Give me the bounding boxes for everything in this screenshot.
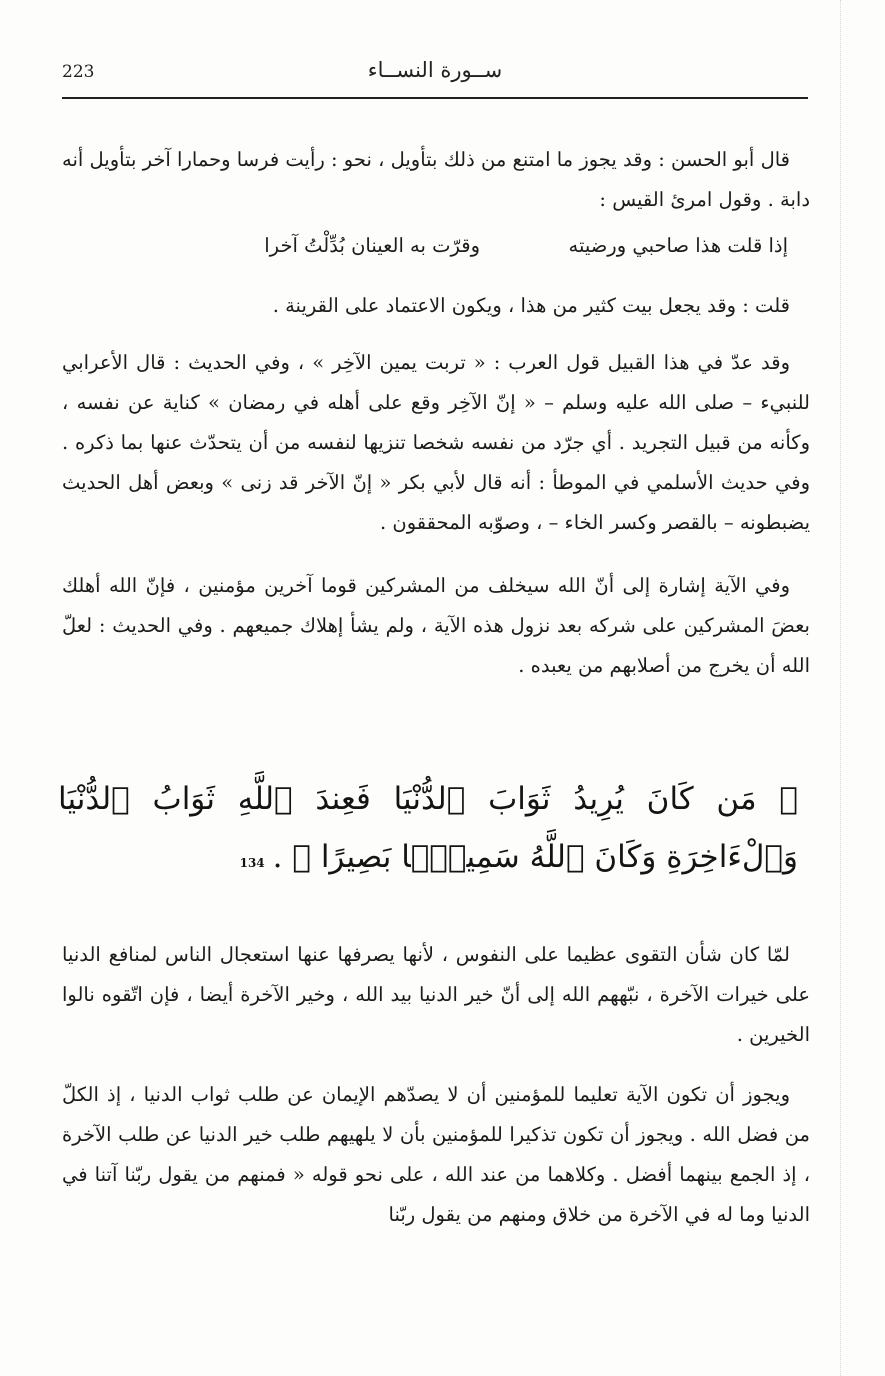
paragraph-text: وفي الآية إشارة إلى أنّ الله سيخلف من المشركين قوما آخرين مؤمنين ، فإنّ الله أهلك بعضَ المشركين على شركه بعد نزول هذه الآية ، ولم يشأ إهلاك جميعهم . وفي الحديث : لعلّ الله أن يخرج من أصلابهم من يعبده . <box>62 574 810 677</box>
commentary-paragraph-4 <box>62 566 810 686</box>
page-header <box>62 56 808 96</box>
paragraph-text: وقد عدّ في هذا القبيل قول العرب : « تربت يمين الآخِر » ، وفي الحديث : قال الأعرابي للنبيء – صلى الله عليه وسلم – « إنّ الآخِر وقع على أهله في رمضان » كناية عن نفسه ، وكأنه من قبيل التجريد . أي جرّد من نفسه شخصا تنزيها لنفسه من أن يتحدّث عنها بما ذكره . وفي حديث الأسلمي في الموطأ : أنه قال لأبي بكر « إنّ الآخر قد زنى » وبعض أهل الحديث يضبطونه – بالقصر وكسر الخاء – ، وصوّبه المحققون . <box>62 351 810 534</box>
commentary-paragraph-3 <box>62 343 810 543</box>
verse-number: 134 <box>239 856 265 870</box>
running-title: ســورة النســاء <box>367 58 503 82</box>
quran-verse-text: ﴿ مَن كَانَ يُرِيدُ ثَوَابَ ٱلدُّنْيَا فَعِندَ ٱللَّهِ ثَوَابُ ٱلدُّنْيَا وَٱلْءَاخِرَةِ وَكَانَ ٱللَّهُ سَمِيعًۢا بَصِيرًا ﴾ . <box>58 781 798 875</box>
poem-hemistich-first: إذا قلت هذا صاحبي ورضيته <box>568 234 788 257</box>
page-number: 223 <box>62 62 95 82</box>
commentary-paragraph-2 <box>62 286 810 326</box>
paragraph-text: قال أبو الحسن : وقد يجوز ما امتنع من ذلك بتأويل ، نحو : رأيت فرسا وحمارا آخر بتأويل أنه دابة . وقول امرئ القيس : <box>62 148 810 211</box>
commentary-paragraph-1 <box>62 140 810 220</box>
commentary-paragraph-6 <box>62 1075 810 1235</box>
header-rule <box>62 97 808 99</box>
page-edge-shadow <box>839 0 841 1376</box>
paragraph-text: ويجوز أن تكون الآية تعليما للمؤمنين أن لا يصدّهم الإيمان عن طلب ثواب الدنيا ، إذ الكلّ من فضل الله . ويجوز أن تكون تذكيرا للمؤمنين بأن لا يلهيهم طلب خير الدنيا عن طلب الآخرة ، إذ الجمع بينهما أفضل . وكلاهما من عند الله ، على نحو قوله « فمنهم من يقول ربّنا آتنا في الدنيا وما له في الآخرة من خلاق ومنهم من يقول ربّنا <box>62 1083 810 1226</box>
paragraph-text: لمّا كان شأن التقوى عظيما على النفوس ، لأنها يصرفها عنها استعجال الناس لمنافع الدنيا على خيرات الآخرة ، نبّههم الله إلى أنّ خير الدنيا بيد الله ، وخير الآخرة أيضا ، فإن اتّقوه نالوا الخيرين . <box>62 943 810 1046</box>
paragraph-text: قلت : وقد يجعل بيت كثير من هذا ، ويكون الاعتماد على القرينة . <box>272 294 790 317</box>
quran-verse <box>58 770 798 892</box>
commentary-paragraph-5 <box>62 935 810 1055</box>
poem-hemistich-second: وقرّت به العينان بُدِّلْتُ آخرا <box>264 234 480 257</box>
